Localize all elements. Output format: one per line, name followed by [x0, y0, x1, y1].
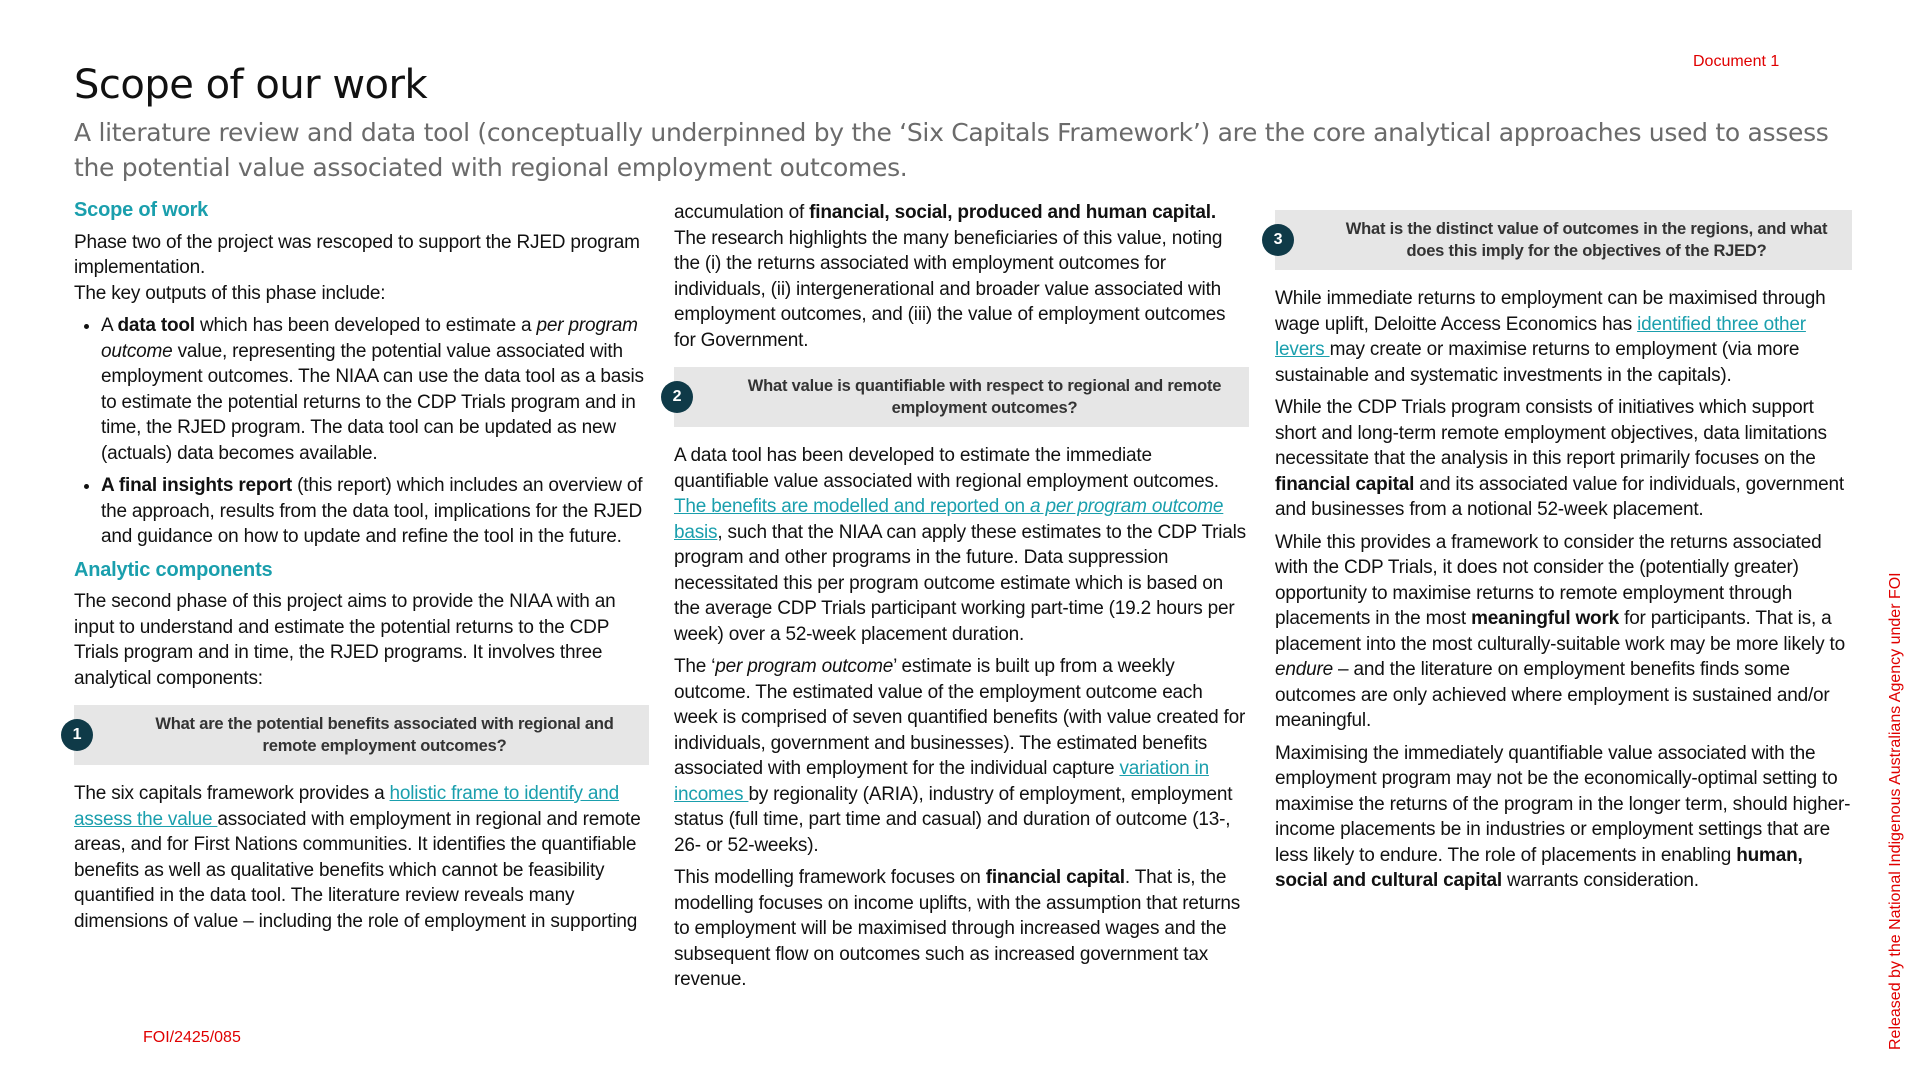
levers-paragraph [1275, 286, 1852, 388]
scope-of-work-heading: Scope of work [74, 199, 209, 221]
list-item [101, 313, 649, 466]
text-bold: human, social and cultural capital [1275, 844, 1803, 891]
text: The six capitals framework provides a [74, 783, 390, 804]
number-badge-1: 1 [61, 719, 93, 751]
text: – and the literature on employment benefits finds some outcomes are only achieved where employment is sustained and/or meaningful. [1275, 659, 1830, 731]
column-left [74, 198, 649, 941]
analytic-paragraph: The second phase of this project aims to provide the NIAA with an input to understand and estimate the potential returns to the CDP Trials program and in time, the RJED programs. It involves three analytical components: [74, 591, 616, 689]
column-right [1275, 198, 1852, 901]
per-program-paragraph [674, 654, 1249, 858]
text: by regionality (ARIA), industry of employment, employment status (full time, part time and casual) and duration of outcome (13-, 26- or 52-weeks). [674, 783, 1233, 856]
text-bold: financial capital [1275, 473, 1415, 495]
text: , such that the NIAA can apply these estimates to the CDP Trials program and other programs in the future. Data suppression necessitated this per program outcome estimate which is based on the average CDP Trials participant working part-time (19.2 hours per week) over a 52-week placement duration. [674, 521, 1246, 645]
text-italic: per program outcome [101, 315, 638, 362]
foi-reference: FOI/2425/085 [143, 1029, 241, 1046]
text-bold: financial capital [985, 867, 1125, 888]
data-tool-paragraph [674, 443, 1249, 647]
holistic-frame-link[interactable]: holistic frame to identify and assess the value [74, 783, 620, 830]
text-italic: per program outcome [715, 656, 894, 677]
text: may create or maximise returns to employment (via more sustainable and systematic investments in the capitals). [1275, 339, 1800, 386]
text: accumulation of [674, 202, 810, 223]
text-italic: endure [1275, 659, 1333, 680]
text: ’ estimate is built up from a weekly outcome. The estimated value of the employment outcome each week is comprised of seven quantified benefits (with value created for individuals, government and businesses). The estimated benefits associated with employment for the individual capture [674, 656, 1246, 779]
list-item [101, 473, 649, 550]
text: which has been developed to estimate a [194, 315, 537, 336]
page-subtitle: A literature review and data tool (conceptually underpinned by the ‘Six Capitals Framework’) are the core analytical approaches used to assess the potential value associated with regional employment outcomes. [74, 118, 1829, 182]
maximising-value-paragraph [1275, 741, 1852, 894]
text: The research highlights the many beneficiaries of this value, noting the (i) the returns associated with employment outcomes for individuals, (ii) intergenerational and broader value associated with employment outcomes, and (iii) the value of employment outcomes for Government. [674, 227, 1226, 351]
scope-paragraph [74, 230, 649, 307]
text-bold: meaningful work [1471, 608, 1620, 629]
link-text: basis [674, 521, 718, 543]
column-middle [674, 200, 1249, 1000]
meaningful-work-paragraph [1275, 530, 1852, 734]
key-outputs-list [74, 313, 649, 550]
text-bold: A final insights report [101, 475, 293, 496]
analytic-components-heading: Analytic components [74, 558, 273, 581]
six-capitals-paragraph [74, 781, 649, 934]
scope-sentence-1: Phase two of the project was rescoped to support the RJED program implementation. [74, 231, 640, 278]
question-box-2 [674, 367, 1249, 427]
text: While this provides a framework to consider the returns associated with the CDP Trials, it does not consider the (potentially greater) opportunity to maximise returns to remote employment through placements in the most [1275, 531, 1822, 629]
text: A data tool has been developed to estimate the immediate quantifiable value associated with regional employment outcomes. [674, 445, 1219, 492]
text: Maximising the immediately quantifiable value associated with the employment program may not be the economically-optimal setting to maximise the returns of the program in the longer term, should higher-income placements be in industries or employment settings that are less likely to endure. The role of placements in enabling [1275, 742, 1851, 866]
text: While immediate returns to employment can be maximised through wage uplift, Deloitte Access Economics has [1275, 288, 1826, 335]
text: for participants. That is, a placement into the most culturally-suitable work may be more likely to [1275, 608, 1845, 655]
text: The ‘ [674, 656, 716, 677]
number-badge-3: 3 [1262, 224, 1294, 256]
scope-sentence-2: The key outputs of this phase include: [74, 282, 386, 304]
text: This modelling framework focuses on [674, 867, 986, 888]
text: value, representing the potential value associated with employment outcomes. The NIAA can use the data tool as a basis to estimate the potential returns to the CDP Trials program and in time, the RJED program. The data tool can be updated as new (actuals) data becomes available. [101, 340, 644, 464]
text: and its associated value for individuals, government and businesses from a notional 52-week placement. [1275, 473, 1844, 520]
three-other-levers-link[interactable]: identified three other levers [1275, 313, 1806, 360]
link-text-italic: a per program outcome [1030, 496, 1224, 517]
link-text: The benefits are modelled and reported on [674, 496, 1031, 517]
text: (this report) which includes an overview of the approach, results from the data tool, implications for the RJED and guidance on how to update and refine the tool in the future. [101, 475, 643, 547]
question-box-3 [1275, 210, 1852, 270]
question-1-text: What are the potential benefits associated with regional and remote employment outcomes? [155, 715, 614, 755]
question-box-1 [74, 705, 649, 765]
text-bold: financial, social, produced and human capital. [809, 202, 1216, 223]
financial-capital-paragraph [674, 865, 1249, 993]
foi-release-stamp: Released by the National Indigenous Australians Agency under FOI [1887, 572, 1904, 1050]
text: A [101, 315, 118, 336]
document-label: Document 1 [1693, 53, 1780, 70]
text: While the CDP Trials program consists of initiatives which support short and long-term remote employment objectives, data limitations necessitate that the analysis in this report primarily focuses on the [1275, 397, 1827, 469]
text: . That is, the modelling focuses on income uplifts, with the assumption that returns to employment will be maximised through increased wages and the subsequent flow on outcomes such as increased government tax revenue. [674, 867, 1240, 990]
text: associated with employment in regional and remote areas, and for First Nations communities. It identifies the quantifiable benefits as well as qualitative benefits which cannot be feasibility quantified in the data tool. The literature review reveals many dimensions of value – including the role of employment in supporting [74, 808, 641, 932]
variation-in-incomes-link[interactable]: variation in incomes [674, 758, 1209, 805]
text: warrants consideration. [1501, 870, 1699, 891]
text-bold: data tool [117, 315, 195, 336]
question-3-text: What is the distinct value of outcomes in the regions, and what does this imply for the objectives of the RJED? [1345, 220, 1828, 260]
page-title: Scope of our work [74, 62, 428, 108]
continuation-paragraph [674, 200, 1249, 353]
cdp-trials-paragraph [1275, 395, 1852, 523]
question-2-text: What value is quantifiable with respect to regional and remote employment outcomes? [747, 377, 1222, 417]
number-badge-2: 2 [661, 381, 693, 413]
